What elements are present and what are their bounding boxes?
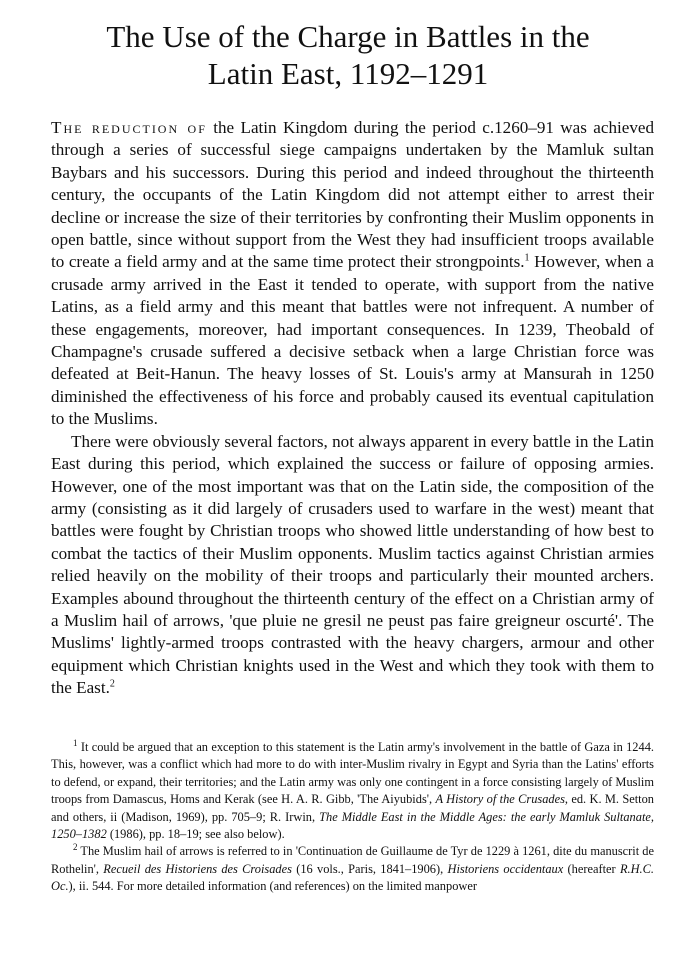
chapter-title-line-2: Latin East, 1192–1291 [207, 56, 489, 91]
footnote-2-title-2: Historiens occidentaux [447, 861, 564, 876]
footnote-2-text-4: ), ii. 544. For more detailed information (and references) on the limited manpower [68, 879, 477, 894]
footnote-ref-2[interactable]: 2 [109, 678, 115, 690]
paragraph-1-text: the Latin Kingdom during the period c.1260–91 was achieved through a series of successful siege campaigns undertaken by the Mamluk sultan Baybars and his successors. During this period and indeed throughout the thirteenth century, the occupants of the Latin Kingdom did not attempt either to arrest their decline or increase the size of their territories by confronting their Muslim opponents in open battle, since without support from the West they had insufficient troops available to create a field army and at the same time protect their strongpoints. [51, 118, 655, 272]
paragraph-1 [51, 117, 654, 431]
footnote-2 [51, 843, 654, 895]
chapter-title-line-1: The Use of the Charge in Battles in the [106, 19, 590, 54]
paragraph-1-text-continued: However, when a crusade army arrived in the East it tended to operate, with support from the native Latins, as a field army and this meant that battles were not infrequent. A number of these engagements, moreover, had important consequences. In 1239, Theobald of Champagne's crusade suffered a decisive setback when a large Christian force was defeated at Beit-Hanun. The heavy losses of St. Louis's army at Mansurah in 1250 diminished the effectiveness of his force and probably caused its eventual capitulation to the Muslims. [51, 252, 655, 429]
footnote-2-abbrev: R.H.C. Oc. [51, 861, 655, 894]
footnote-1-text-2: , ed. K. M. Setton and others, ii (Madison, 1969), pp. 705–9; R. Irwin, [51, 792, 655, 824]
footnote-1-number: 1 [73, 737, 78, 748]
footnote-2-title: Recueil des Historiens des Croisades [103, 861, 292, 876]
footnote-ref-1[interactable]: 1 [524, 252, 530, 264]
paragraph-2-text: There were obviously several factors, not always apparent in every battle in the Latin East during this period, which explained the success or failure of opposing armies. However, one of the most important was that on the Latin side, the composition of the army (consisting as it did largely of crusaders used to warfare in the west) meant that battles were fought by Christian troops who showed little understanding of how best to combat the tactics of their Muslim opponents. Muslim tactics against Christian armies relied heavily on the mobility of their troops and particularly their mounted archers. Examples abound throughout the thirteenth century of the effect on a Christian army of a Muslim hail of arrows, 'que pluie ne gresil ne peust pas faire greigneur oscurté'. The Muslims' lightly-armed troops contrasted with the heavy chargers, armour and other equipment which Christian knights used in the West and which they took with them to the East. [51, 431, 654, 698]
footnotes [51, 739, 654, 896]
chapter-title [60, 18, 636, 92]
footnote-2-number: 2 [73, 842, 78, 853]
footnote-2-text-3: (hereafter [563, 861, 620, 876]
paragraph-2 [51, 431, 654, 700]
footnote-1-text-3: (1986), pp. 18–19; see also below). [106, 827, 285, 842]
footnote-2-text-2: (16 vols., Paris, 1841–1906), [291, 861, 448, 876]
opening-small-caps: The reduction of [51, 118, 207, 137]
footnote-1 [51, 739, 654, 843]
body-text [51, 117, 654, 700]
footnote-2-text: The Muslim hail of arrows is referred to in 'Continuation de Guillaume de Tyr de 1229 à 1261, dite du manuscrit de Rothelin', [51, 844, 654, 876]
footnote-1-title-2: The Middle East in the Middle Ages: the early Mamluk Sultanate, 1250–1382 [51, 809, 654, 842]
footnote-1-text: It could be argued that an exception to this statement is the Latin army's involvement in the battle of Gaza in 1244. This, however, was a conflict which had more to do with inter-Muslim rivalry in Egypt and Syria than the Latins' efforts to defend, or expand, their territories; and the Latin army was only one contingent in a force consisting largely of Muslim troops from Damascus, Homs and Kerak (see H. A. R. Gibb, 'The Aiyubids', [51, 740, 654, 807]
footnote-1-title: A History of the Crusades [435, 792, 565, 807]
